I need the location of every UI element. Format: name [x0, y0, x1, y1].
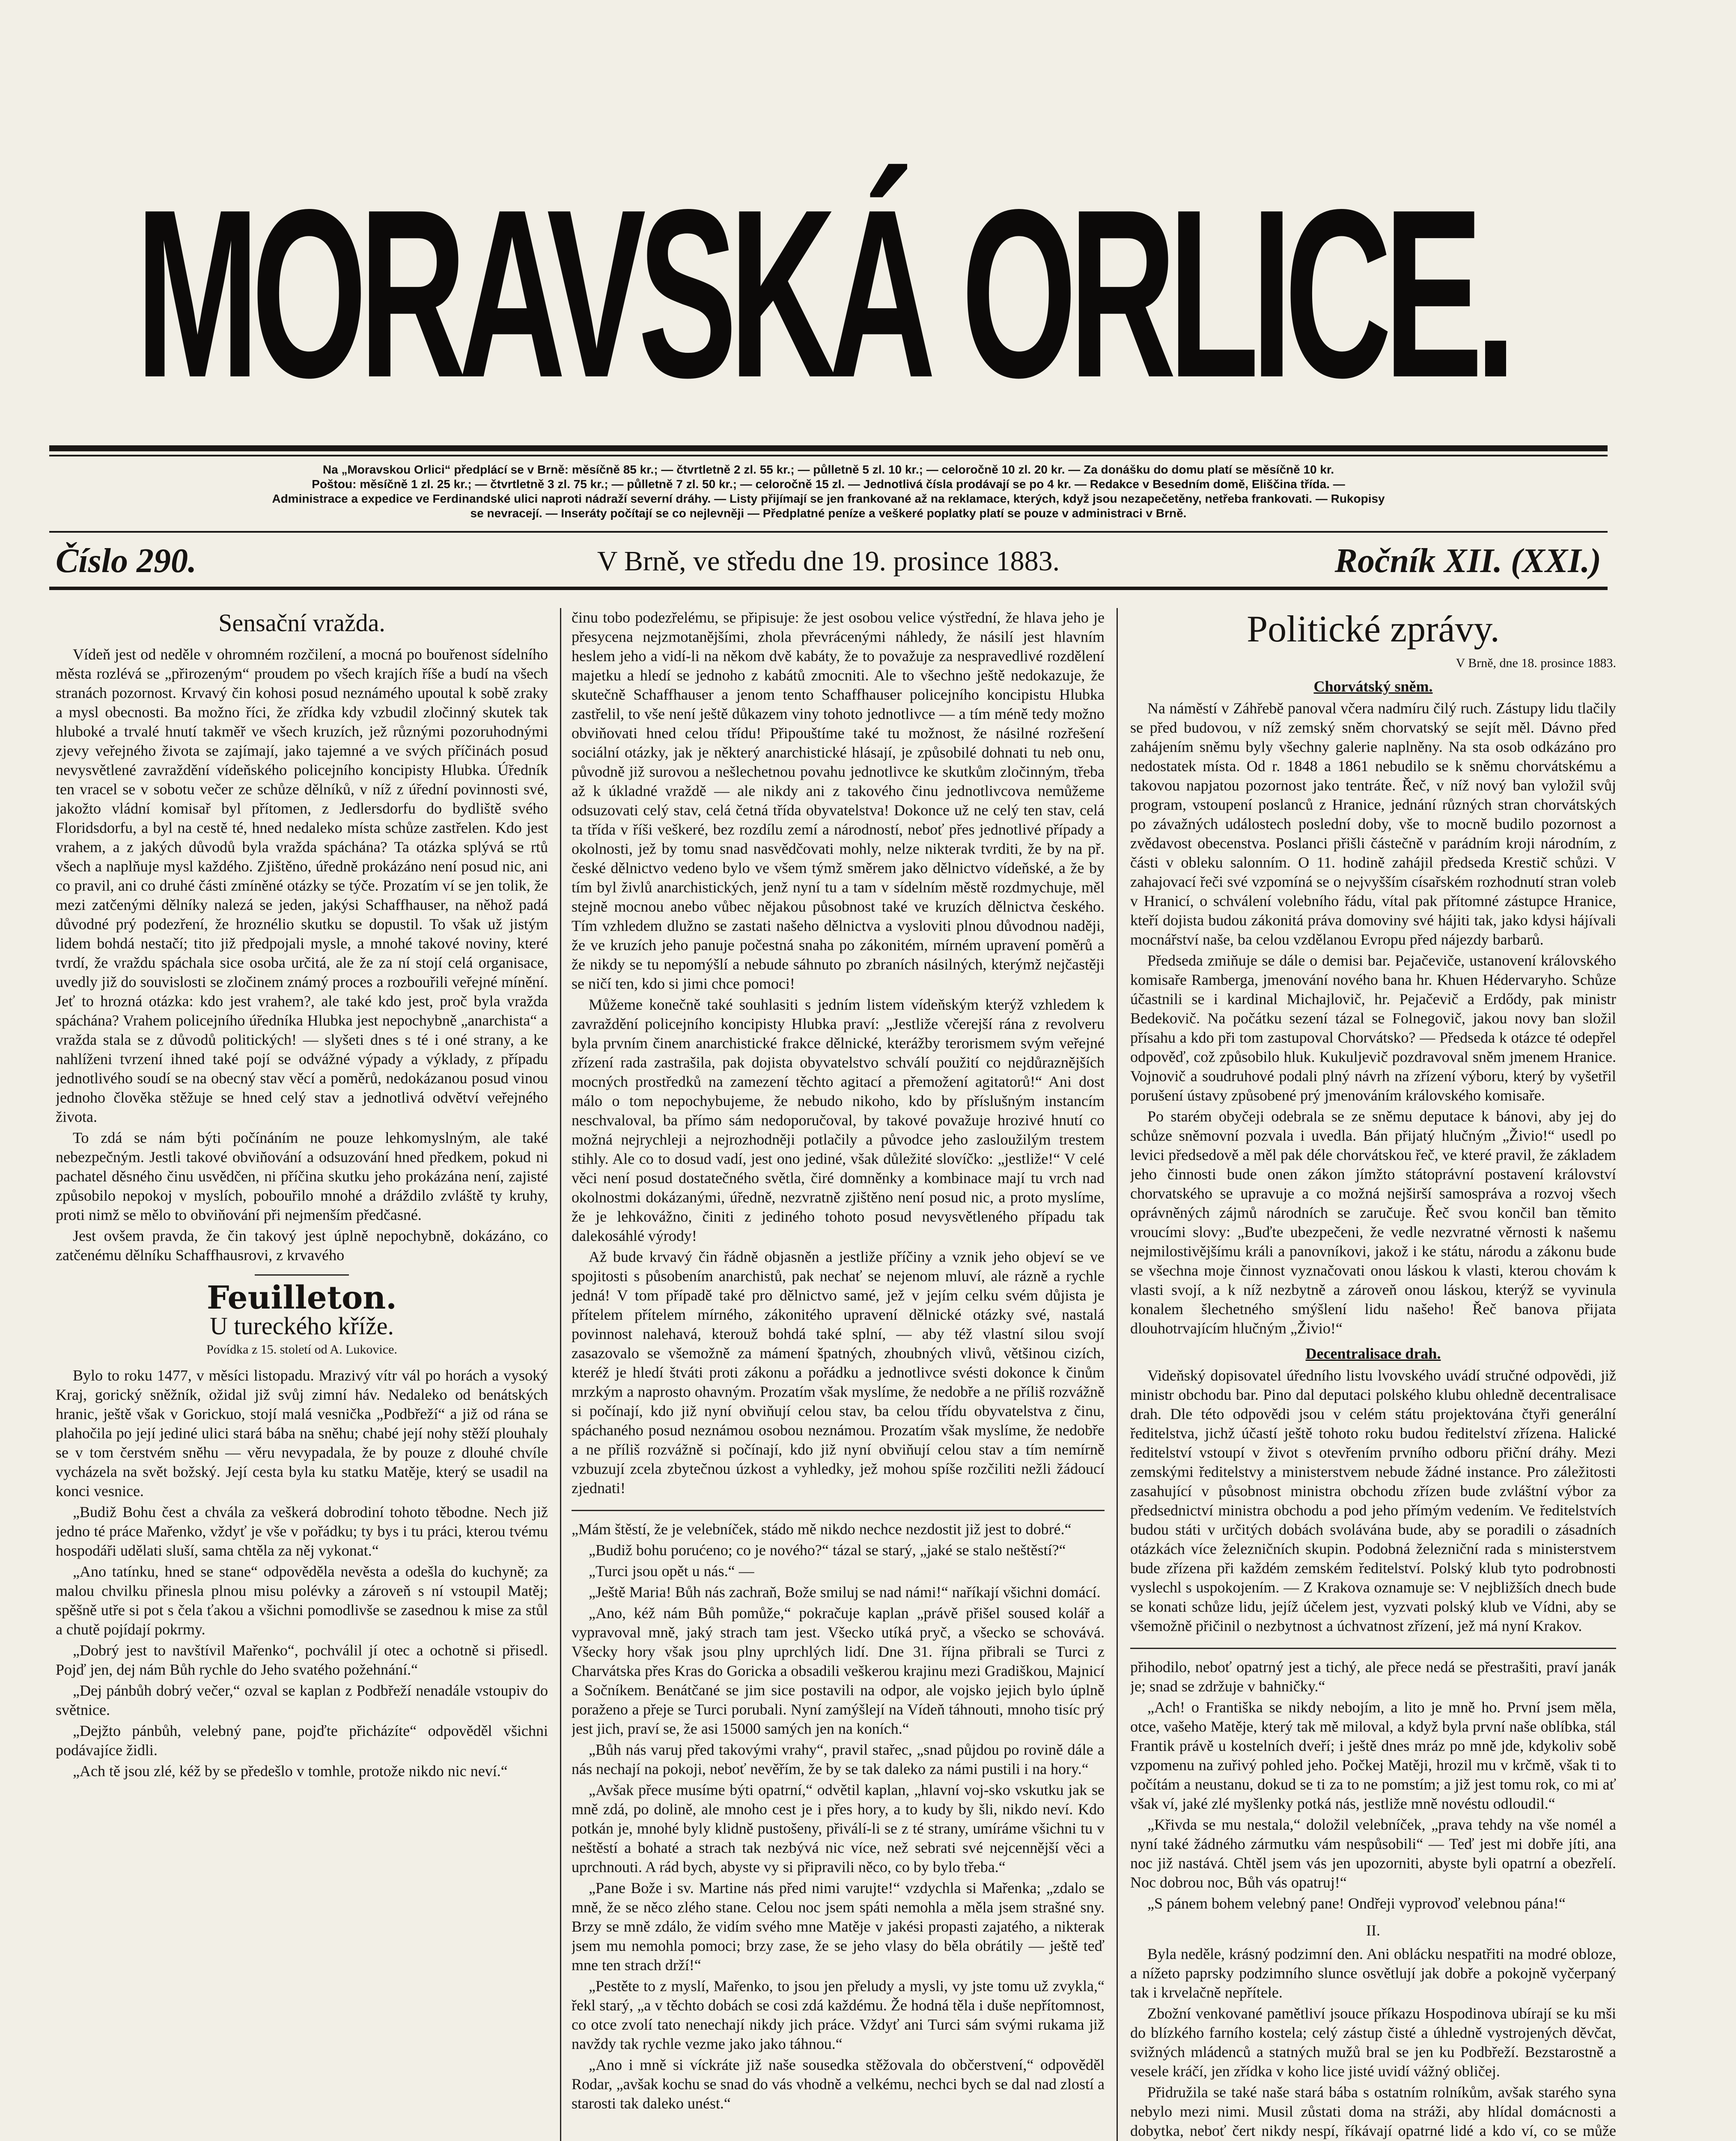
story-paragraph: „Ještě Maria! Bůh nás zachraň, Bože smiluj se nad námi!“ naříkají všichni domácí.	[589, 1583, 1101, 1601]
subscription-info	[51, 462, 1605, 521]
story-paragraph: „Dej pánbůh dobrý večer,“ ozval se kaplan z Podbřeží nenadále vstoupiv do světnice.	[56, 1682, 548, 1718]
story-paragraph: „Pestěte to z myslí, Mařenko, to jsou jen přeludy a mysli, vy jste tomu už zvykla,“ řekl starý, „a v těchto dobách se cosi zdá každému. Že hodná těla i duše nepřítomnost, co otce zvolí tato nenechají nikdy jich práce. Vždyť ani Turci sám svými rukama již navždy tak rychle vezme jako jako táhnou.“	[572, 1977, 1105, 2052]
issue-number: Číslo 290.	[56, 542, 197, 580]
story-paragraph: „S pánem bohem velebný pane! Ondřeji vyprovoď velebnou pána!“	[1147, 1895, 1566, 1912]
masthead	[47, 154, 1597, 432]
article-paragraph: Předseda zmiňuje se dále o demisi bar. Pejačeviče, ustanovení královského komisaře Ramberga, jmenování nového bana hr. Khuen Hédervaryho. Schůze účastnili se i kardinal Michajlovič, hr. Pejačevič a Erdődy, pak ministr Bedekovič. Na počátku sezení tázal se Folnegovič, jakou novy ban složil přísahu a kdo při tom zastupoval Chorvátsko? — Předseda k otázce té odepřel odpověď, což způsobilo hluk. Kukuljevič pozdravoval sněm jmenem Hranice. Vojnovič a soudruhové podali plný návrh na zřízení výboru, který by vyšetřil porušení ústavy způsobené prý jmenováním královského komisaře.	[1130, 952, 1616, 1104]
article-paragraph: Vídeň jest od neděle v ohromném rozčilení, a mocná po bouřenost sídelního města rozlévá se „přirozeným“ proudem po všech krajích říše a budí na všech stranách pozornost. Krvavý čin kohosi posud neznámého upoutal k sobě zraky a mysl obecnosti. Ba možno říci, že zřídka kdy vzbudil zločinný skutek tak hluboké a trvalé hnutí takměř ve všech kruzích, jež různými pozoruhodnými zjevy veřejného života se zajímají, jako tajemné a ve svých příčinách posud nevysvětlené zavraždění vídeňského policejního koncipisty Hlubka. Úředník ten vracel se v sobotu večer ze schůze dělníků, v níž z úřední povinnosti své, jakožto vládní komisař byl přítomen, z Jedlersdorfu do bydliště svého Floridsdorfu, a byl na cestě té, hned nedaleko místa schůze zastřelen. Kdo jest vrahem, a z jakých důvodů byla vražda spáchána? Ta otázka splývá se rtů všech a naplňuje mysl každého. Zjištěno, úředně prokázáno není posud nic, ani co pravil, ani co druhé části zmíněné otázky se týče. Prozatím ví se jen tolik, že mezi zatčenými dělníky nalezá se jeden, jakýsi Schaffhauser, na něhož padá důvodné prý podezření, že hroznélio skutku se dopustil. To však už jistým lidem bohdá nestačí; tito již předpojali mysle, a mnohé takové noviny, které tvrdí, že vraždu spáchala sice osoba určitá, ale že za ní stojí celá organisace, uvedly již do souvislosti se zločinem známý proces a rozbouřili veřejné mínění. Jeť to hrozná otázka: kdo jest vrahem?, ale také kdo jest, proč byla vražda spáchána? Vrahem policejního úředníka Hlubka jest nepochybně „anarchista“ a vražda stala se z důvodů politických! — slyšeti dnes s té i oné strany, a ke nahlíženi tvrzení ihned také pojí se odvážné výpady a výklady, z případu jednotlivého soudí se na obecný stav věcí a poměrů, nedokázanou posud vinou jednoho člověka stěžuje se hned celý stav a jednotlivá odvětví veřejného života.	[56, 646, 548, 1125]
story-title: U tureckého kříže.	[210, 1312, 394, 1340]
dateline: V Brně, dne 18. prosince 1883.	[1456, 656, 1616, 670]
story-paragraph: Bylo to roku 1477, v měsíci listopadu. Mrazivý vítr vál po horách a vysoký Kraj, gorický sněžník, ožidal již svůj zimní háv. Nedaleko od benátských hranic, ještě však v Gorickuo, stojí malá vesnička „Podbřeží“ a již od rána se plahočila po její jediné ulici stará bába na sněhu; chabé její nohy stěží plouhaly se v tom čerstvém sněhu — věru nevypadala, že by pouze z dlouhé chvíle vycházela na svět božský. Její cesta byla ku statku Matěje, který se usadil na konci vesnice.	[56, 1367, 548, 1500]
article-paragraph: Až bude krvavý čin řádně objasněn a jestliže příčiny a vznik jeho objeví se ve spojitosti s působením anarchistů, pak nechať se nejenom mluví, ale rázně a rychle jedná! V tom případě také pro dělnictvo samé, jež v jejím celku svém důjista je přítelem přítelem mírného, zákonitého upravení dělnické otázky své, nastalá povinnost nalehavá, kterouž bohdá také splní, — aby též vlastní silou svojí zasazovalo se všemožně za mámení špatných, zhoubných vlivů, většinou cizích, kteréž je hledí štváti proti zákonu a pořádku a jednotlivce svésti dokonce k činům mrzkým a naprosto ohavným. Prozatím však myslíme, že nedobře a ne příliš rozvážně si počínají, kdo již nyní obviňují celou stav, ba celou třídu obyvatelstva z činu, spáchaného posud neznámou osobou neznámou. Prozatím však myslíme, že nedobře a ne příliš rozvážně si počínají, kdo již nyní obviňují celou stav a tím nemírně vzbuzují zcela zbytečnou úzkost a vyhledky, jež mohou spíše rozčiliti nežli žádoucí zjednati!	[572, 1248, 1105, 1497]
feuilleton-rule	[1130, 1648, 1616, 1649]
issue-volume: Ročník XII. (XXI.)	[1334, 542, 1601, 580]
issue-date: V Brně, ve středu dne 19. prosince 1883.	[597, 546, 1060, 577]
article-paragraph: Po starém obyčeji odebrala se ze sněmu deputace k bánovi, aby jej do schůze sněmovní pozvala i uvedla. Bán přijatý hlučným „Živio!“ usedl po levici předsedově a měl pak déle chorvátskou řeč, ve které pravil, že základem jeho činnosti bude onen zákon jímžto státoprávní postavení království chorvatského se upravuje a co možná nejširší samospráva a rozvoj všech oprávněných zájmů národních se zaručuje. Řeč svou končil ban těmito vroucími slovy: „Buďte ubezpečeni, že vedle nezvratné věrnosti k našemu nejmilostivějšímu králi a panovníkovi, jakož i ke státu, národu a zákonu bude se všechna moje činnost vyznačovati onou láskou k vlasti, kterou chovám k vlasti svojí, a k níž nezbytně a zároveň onou láskou, kterýž se vyvinula konalem šlechetného smýšlení lidu našeho! Řeč banova přijata dlouhotrvajícím hlučným „Živio!“	[1130, 1108, 1616, 1337]
subscription-line: se nevracejí. — Inseráty počítají se co nejlevněji — Předplatné peníze a veškeré poplatky platí se pouze v administraci v Brně.	[470, 507, 1187, 520]
story-paragraph: „Bůh nás varuj před takovými vrahy“, pravil stařec, „snad půjdou po rovině dále a nás nechají na pokoji, neboť nevěřím, že by se tak daleko za námi pustili i na hory.“	[572, 1741, 1105, 1777]
story-paragraph: „Ano tatínku, hned se stane“ odpověděla nevěsta a odešla do kuchyně; za malou chvilku přinesla plnou misu polévky a zároveň s ní vstoupil Matěj; spěšně utře si pot s čela ťakou a všichni pomodlivše se zasednou k mise za stůl a chutě pojídají pokrmy.	[56, 1563, 548, 1638]
subheading: Chorvátský sněm.	[1313, 678, 1433, 695]
article-paragraph: To zdá se nám býti počínáním ne pouze lehkomyslným, ale také nebezpečným. Jestli takové obviňování a odsuzování hned předkem, pokud ni pachatel děsného činu usvědčen, ni příčina skutku jeho prokázána není, zajisté způsobilo nepokoj v myslích, pobouřilo mnohé a dráždilo zvláště ty kruhy, proti nimž se mělo to obviňování při nejmenším předčasné.	[56, 1129, 548, 1223]
story-paragraph: „Mám štěstí, že je velebníček, stádo mě nikdo nechce nezdostit již jest to dobré.“	[572, 1521, 1072, 1538]
article-paragraph: Jest ovšem pravda, že čin takový jest úplně nepochybně, dokázáno, co zatčenému dělníku Schaffhausrovi, z krvavého	[56, 1227, 548, 1264]
subheading: Decentralisace drah.	[1305, 1345, 1441, 1362]
article-paragraph: činu tobo podezřelému, se připisuje: že jest osobou velice výstřední, že hlava jeho je přesycena nejzmotanějšími, zhola převrácenými náhledy, že násilí jest hlavním heslem jeho a vidí-li na někom dvě kabáty, že to považuje za nespravedlivé rozdělení majetku a hledí se jednoho z kabátů zmocniti. Ale to všechno ještě nedokazuje, že skutečně Schaffhauser a jenom tento Schaffhauser policejního koncipistu Hlubka zastřelil, to vše není ještě důkazem viny tohoto jednotlivce — a tím méně tedy možno obviňovati hned celou třídu! Připouštíme také tu možnost, že násilné rozřešení sociální otázky, jak je některý anarchistické hlásají, je způsobilé dohnati tu neb onu, původně již surovou a nešlechetnou povahu jednotlivce ke skutkům zločinným, třeba až k úkladné vraždě — ale nikdy ani z takového činu jednotlivcova nemůžeme odsuzovati celý stav, celá četná třída obyvatelstva! Dokonce už ne celý ten stav, celá ta třída v říši veškeré, bez rozdílu zemí a národností, neboť přes jednotlivé případy a okolnosti, jež by tomu snad nasvědčovati mohly, nelze nikterak tvrditi, že by na př. české dělnictvo vedeno bylo ve všem týmž směrem jako dělnictvo vídeňské, a že by tím byl živlů anarchistických, jenž nyní tu a tam v sídelním městě rozdmychuje, měl stejně mocnou anebo vůbec nějakou působnost také ve kruzích dělnictva českého. Tím vzhledem dlužno se zastati našeho dělnictva a vysloviti plnou důvodnou naději, že ve kruzích jeho panuje počestná snaha po zákonitém, mírném upravení poměrů a že nikdy se tu nepomýšlí a nebude sáhnuto po zbraních násilných, kterýmž nejčastěji se ničí ten, kdo si jimi chce pomoci!	[572, 609, 1105, 992]
story-paragraph: přihodilo, neboť opatrný jest a tichý, ale přece nedá se přestrašiti, praví janák je; snad se zdržuje v bahničky.“	[1130, 1658, 1616, 1695]
chapter-number: II.	[1366, 1922, 1380, 1939]
story-paragraph: Zbožní venkované pamětliví jsouce příkazu Hospodinova ubírají se ku mši do blízkého farního kostela; celý zástup čisté a úhledně vystrojených děvčat, svižných mládenců a statných mužů bral se jen ku Podbřeží. Bezstarostně a vesele kráčí, jen zřídka v koho lice jisté uvidí vážný obličej.	[1130, 2005, 1616, 2080]
article-paragraph: Videňský dopisovatel úředního listu lvovského uvádí stručné odpovědi, již ministr obchodu bar. Pino dal deputaci polského klubu ohledně decentralisace drah. Dle této odpovědi jsou v celém státu projektována čtyři generální ředitelstva, jichž účastí ještě tohoto roku budou ředitelství zřízena. Halické ředitelství vstoupí v život s otevřením prvního odboru přiční dráhy. Mezi zemskými ředitelstvy a ministerstvem nebude žádné instance. Pro záležitosti zasahující v působnost ministra obchodu zřízen bude zvláštní výbor za předsednictví ministra obchodu a pod jeho přímým vedením. Ve ředitelstvích budou státi v určitých dobách svolávána bude, aby se poradili o zásadních otázkách více železničních skupin. Podobná železniční rada s ministerstvem bude zřízena při každém zemském ředitelství. Polský klub tyto podrobnosti vyslechl s uspokojením. — Z Krakova oznamuje se: V nejbližších dnech bude se konati schůze lidu, jejíž účelem jest, vyzvati polský klub ve Vídni, aby se všemožně přičinil o nezbytnost a úchvatnost zřízení, jež má nyní Krakov.	[1130, 1367, 1616, 1634]
section-title: Politické zprávy.	[1247, 608, 1500, 650]
column-2	[572, 608, 1105, 2141]
subscription-line: Poštou: měsíčně 1 zl. 25 kr.; — čtvrtletně 3 zl. 75 kr.; — půlletně 7 zl. 50 kr.; — celoročně 15 zl. — Jednotlivá čísla prodávají se po 4 kr. — Redakce v Besedním domě, Eliščina třída. —	[312, 477, 1345, 491]
masthead-title: MORAVSKÁ ORLICE.	[135, 159, 1509, 427]
story-paragraph: „Turci jsou opět u nás.“ —	[589, 1563, 754, 1580]
story-paragraph: „Ach tě jsou zlé, kéž by se předešlo v tomhle, protože nikdo nic neví.“	[73, 1762, 508, 1780]
story-paragraph: „Avšak přece musíme býti opatrní,“ odvětil kaplan, „hlavní voj-sko vskutku jak se mně zdá, po dolině, ale mnoho cest je i přes hory, a to kudy by šli, nikdo neví. Kdo potkán je, mnohé byly klidně pustošeny, přiválí-li se z té strany, umíráme všichni tu v neštěstí a bohaté a strach tak nezbývá nic více, než sebrati své nejcennější věci a uprchnouti. A rád bych, abyste vy si připravili něco, co by bylo třeba.“	[572, 1781, 1105, 1876]
story-paragraph: „Dejžto pánbůh, velebný pane, pojďte přicházíte“ odpověděl všichni podávajíce židli.	[56, 1722, 548, 1759]
story-paragraph: „Budiž bohu porućeno; co je nového?“ tázal se starý, „jaké se stalo neštěstí?“	[589, 1542, 1066, 1559]
column-3	[1130, 608, 1616, 2141]
masthead-rule-thin	[49, 455, 1608, 456]
issue-rule-top	[49, 531, 1608, 533]
subscription-line: Na „Moravskou Orlici“ předplácí se v Brně: měsíčně 85 kr.; — čtvrtletně 2 zl. 55 kr.; — půlletně 5 zl. 10 kr.; — celoročně 10 zl. 20 kr. — Za donášku do domu platí se měsíčně 10 kr.	[322, 463, 1334, 476]
story-paragraph: „Pane Bože i sv. Martine nás před nimi varujte!“ vzdychla si Mařenka; „zdalo se mně, že se něco zlého stane. Celou noc jsem spáti nemohla a měla jsem strašné sny. Brzy se mně zdálo, že vidím svého mne Matěje v jakési propasti zajatého, a nikterak jsem mu nemohla pomoci; brzy zase, že se jeho vlasy do běla obrátily — ještě teď mne ten strach drží!“	[572, 1879, 1105, 1974]
subscription-line: Administrace a expedice ve Ferdinandské ulici naproti nádraží severní dráhy. — Listy přijímají se jen frankované až na reklamace, kterých, když jsou nezapečetěny, netřeba frankovati. — Rukopisy	[272, 492, 1385, 505]
issue-rule-bottom	[49, 587, 1608, 590]
masthead-rule	[49, 445, 1608, 451]
story-paragraph: „Budiž Bohu čest a chvála za veškerá dobrodiní tohoto těbodne. Nech již jedno té práce Mařenko, vždyť je vše v pořádku; ty bys i tu práci, kterou tvému hospodáři udělati sluší, sama chtěla za něj vykonat.“	[56, 1503, 548, 1559]
column-divider	[560, 608, 561, 2141]
story-paragraph: Přidružila se také naše stará bába s ostatním rolníkům, avšak starého syna nebylo mezi nimi. Musil zůstati doma na stráži, aby hlídal domácnosti a dobytka, neboť čert nikdy nespí, říkávají opatrné lidé a kdo ví, co se může	[1130, 2084, 1616, 2139]
feuilleton-rule	[572, 1510, 1105, 1511]
feuilleton-label: Feuilleton.	[207, 1279, 397, 1316]
story-paragraph: „Ano i mně si víckráte již naše sousedka stěžovala do občerstvení,“ odpověděl Rodar, „avšak kochu se snad do vás vhodně a velkému, nechci bych se dal nad zlostí a starosti tak daleko unést.“	[572, 2056, 1105, 2112]
section-divider	[255, 1274, 349, 1276]
story-paragraph: „Ano, kéž nám Bůh pomůže,“ pokračuje kaplan „právě přišel soused kolář a vypravoval mně, jaký strach tam jest. Všecko utíká pryč, a všecko se schovává. Všecky hory však jsou plny uprchlých lidí. Dne 31. října přibrali se Turci z Charvátska přes Kras do Goricka a obsadili veškerou krajinu mezi Gradiškou, Majnicí a Sočníkem. Benátčané se jim sice postavili na odpor, ale vojsko jejich bylo úplně poraženo a přeje se Turci porubali. Nyní zamýšlejí na Vídeň táhnouti, mnoho tisíc prý jest jich, praví se, že asi 15000 samých jen na koních.“	[572, 1604, 1105, 1737]
article-title: Sensační vražda.	[218, 609, 385, 637]
article-paragraph: Můžeme konečně také souhlasiti s jedním listem vídeňským kterýž vzhledem k zavraždění policejního koncipisty Hlubka praví: „Jestliže včerejší rána z revolveru byla prvním činem anarchistické frakce dělnické, kterážby terorismem svým veřejné zřízení rada zastrašila, pak dojista obyvatelstvo schválí použití co nejdůraznějších mocných prostředků na zamezení těchto agitací a přemožení agitatorů!“ Ani dost málo o tom nepochybujeme, že nebudo nikoho, kdo by příslušným instancím neschvaloval, ba přímo sám nedoporučoval, by takové považuje hrozivé hnutí co možná nejrychleji a nejrozhodněji potlačily a původce jeho zasloužilým trestem stihly. Ale co to dosud vadí, jest ono jediné, však důležité slovíčko: „jestliže!“ V celé věci není posud dostatečného světla, čiré domněnky a kombinace mají tu vrch nad okolnostmi dokázanými, úředně, nezvratně zjištěno není posud nic, a proto myslíme, že je lehkovážno, činiti z jediného tohoto posud nevysvětleného případu tak dalekosáhlé výrody!	[572, 996, 1105, 1244]
column-divider	[1117, 608, 1118, 2141]
story-paragraph: „Dobrý jest to navštívil Mařenko“, pochválil jí otec a ochotně si přisedl. Pojď jen, dej nám Bůh rychle do Jeho svatého požehnání.“	[56, 1642, 548, 1678]
column-1	[56, 608, 548, 2141]
story-paragraph: „Ach! o Františka se nikdy nebojím, a lito je mně ho. První jsem měla, otce, vašeho Matěje, který tak mě miloval, a když byla první naše oblíbka, stál Frantik právě u kostelních dveří; i ještě dnes mráz po mně jde, kdykoliv sobě vzpomenu na zuřivý pohled jeho. Počkej Matěji, hrozil mu v krčmě, však ti to počítám a neustanu, dokud se ti za to ne pomstím; a již jest tomu rok, co mi ať však ví, jaké zlé myšlenky potká nás, jestliže mně novéstu odloudil.“	[1130, 1699, 1616, 1812]
story-paragraph: „Křivda se mu nestala,“ doložil velebníček, „prava tehdy na vše nomél a nyní také žádného zármutku vám nespůsobili“ — Teď jest mi dobře jíti, ana noc již nastává. Chtěl jsem vás jen upozorniti, abyste byli opatrní a obezřelí. Noc dobrou noc, Bůh vás opatruj!“	[1130, 1816, 1616, 1891]
story-paragraph: Byla neděle, krásný podzimní den. Ani oblácku nespatřiti na modré obloze, a nížeto paprsky podzimního slunce osvětlují jak dobře a pokojně vyčerpaný tak i krvelačně nepřítele.	[1130, 1945, 1616, 2001]
article-paragraph: Na náměstí v Záhřebě panoval včera nadmíru čilý ruch. Zástupy lidu tlačily se před budovou, v níž zemský sněm chorvatský se sejít měl. Dávno před zahájením sněmu byly všechny galerie naplněny. Na sta osob odkázáno pro nedostatek místa. Od r. 1848 a 1861 nebudilo se k sněmu chorvátskému a takovou napjatou pozornost jako tentráte. Řeč, v níž nový ban vyložil svůj program, vstoupení poslanců z Hranice, jednání různých stran chorvátských po závažných událostech poslední doby, vše to mocně budilo pozornost a zvědavost obecenstva. Poslanci přišli částečně v parádním kroji národním, z části v obleku salonním. O 11. hodině zahájil předseda Krestič schůzi. V zahajovací řeči své vzpomíná se o nejvyšším císařském rozhodnutí stran voleb v Hranicí, o schválení volebního řádu, vítal pak přítomné zástupce Hranice, kteří dojista budou zákonitá práva domoviny své hájiti tak, jako kdysi hájívali mocnářství naše, ba celou vzdělanou Evropu před nájezdy barbarů.	[1130, 700, 1616, 948]
story-byline: Povídka z 15. století od A. Lukovice.	[206, 1342, 397, 1357]
issue-bar	[51, 542, 1605, 580]
